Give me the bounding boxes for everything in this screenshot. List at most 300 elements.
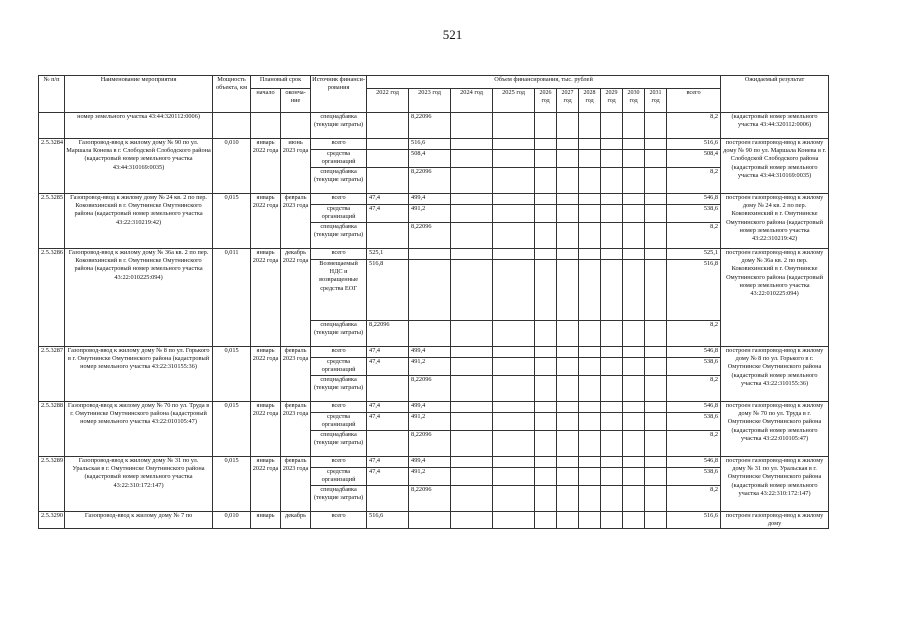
value-2023: 8,22096	[409, 376, 451, 402]
funding-source: всего	[311, 194, 367, 205]
item-start: январь 2022 года	[251, 457, 281, 512]
value-2023: 491,2	[409, 413, 451, 431]
value-empty	[557, 139, 579, 150]
value-empty	[557, 358, 579, 376]
value-empty	[451, 358, 493, 376]
item-start: январь 2022 года	[251, 139, 281, 194]
item-end	[281, 113, 311, 139]
item-start: январь	[251, 512, 281, 529]
value-empty	[535, 402, 557, 413]
header-volume: Объем финансирования, тыс. рублей	[367, 76, 721, 89]
value-total: 8,2	[667, 113, 721, 139]
value-2023: 8,22096	[409, 223, 451, 249]
value-empty	[535, 249, 557, 260]
value-empty	[493, 113, 535, 139]
value-2023: 499,4	[409, 347, 451, 358]
item-end: февраль 2023 года	[281, 402, 311, 457]
value-2022: 516,8	[367, 260, 409, 321]
value-empty	[601, 139, 623, 150]
funding-source: всего	[311, 457, 367, 468]
funding-source: спецнадбавка (текущие затраты)	[311, 223, 367, 249]
header-year: 2031 год	[645, 89, 667, 113]
value-empty	[451, 205, 493, 223]
funding-source: всего	[311, 139, 367, 150]
value-2023: 8,22096	[409, 486, 451, 512]
table-row	[39, 249, 829, 260]
value-2022: 516,6	[367, 512, 409, 529]
value-empty	[451, 376, 493, 402]
value-empty	[493, 205, 535, 223]
value-empty	[623, 223, 645, 249]
value-empty	[579, 205, 601, 223]
funding-source: всего	[311, 347, 367, 358]
value-empty	[579, 402, 601, 413]
value-empty	[601, 249, 623, 260]
value-empty	[493, 168, 535, 194]
value-2023: 491,2	[409, 205, 451, 223]
item-name: Газопровод-ввод к жилому дому № 31 по ул. Уральская в г. Омутнинске Омутнинского района (кадастровый номер земельного участка 43:22:310:172:147)	[65, 457, 213, 512]
value-empty	[601, 223, 623, 249]
value-total: 546,8	[667, 402, 721, 413]
funding-source: спецнадбавка (текущие затраты)	[311, 376, 367, 402]
value-empty	[601, 376, 623, 402]
value-empty	[535, 413, 557, 431]
value-empty	[579, 260, 601, 321]
value-empty	[535, 457, 557, 468]
value-2023: 499,4	[409, 402, 451, 413]
value-empty	[623, 260, 645, 321]
table-header	[39, 76, 829, 113]
value-empty	[493, 358, 535, 376]
header-year: 2025 год	[493, 89, 535, 113]
value-2023: 8,22096	[409, 113, 451, 139]
value-empty	[493, 223, 535, 249]
value-empty	[493, 512, 535, 529]
table-body	[39, 113, 829, 529]
value-empty	[451, 413, 493, 431]
value-total: 525,1	[667, 249, 721, 260]
value-empty	[535, 431, 557, 457]
value-empty	[493, 139, 535, 150]
funding-source: спецнадбавка (текущие затраты)	[311, 486, 367, 512]
expected-result: построен газопровод-ввод к жилому дому № 36а кв. 2 по пер. Коковихинский в г. Омутнинске Омутнинского района (кадастровый номер земельного участка 43:22:010225:094)	[721, 249, 829, 347]
value-empty	[601, 113, 623, 139]
value-empty	[645, 347, 667, 358]
value-empty	[451, 347, 493, 358]
item-name: Газопровод-ввод к жилому дому № 36а кв. 2 по пер. Коковихинский в г. Омутнинске Омутнинского района (кадастровый номер земельного участка 43:22:010225:094)	[65, 249, 213, 347]
header-term: Плановый срок	[251, 76, 311, 89]
value-empty	[493, 402, 535, 413]
item-end: июнь 2023 года	[281, 139, 311, 194]
item-start: январь 2022 года	[251, 402, 281, 457]
item-end: февраль 2023 года	[281, 347, 311, 402]
value-empty	[645, 413, 667, 431]
header-year: 2022 год	[367, 89, 409, 113]
value-empty	[535, 358, 557, 376]
expected-result: построен газопровод-ввод к жилому дому № 8 по ул. Горького в г. Омутнинске Омутнинского района (кадастровый номер земельного участка 43:22:310155:36)	[721, 347, 829, 402]
item-number: 2.5.3285	[39, 194, 65, 249]
value-empty	[535, 150, 557, 168]
value-empty	[645, 321, 667, 347]
expected-result: (кадастровый номер земельного участка 43:44:320112:0006)	[721, 113, 829, 139]
value-empty	[557, 150, 579, 168]
value-empty	[601, 347, 623, 358]
item-start: январь 2022 года	[251, 347, 281, 402]
value-empty	[493, 431, 535, 457]
value-2022: 47,4	[367, 194, 409, 205]
item-number: 2.5.3286	[39, 249, 65, 347]
header-year: 2024 год	[451, 89, 493, 113]
value-2022: 47,4	[367, 347, 409, 358]
value-empty	[535, 347, 557, 358]
value-total: 8,2	[667, 431, 721, 457]
value-empty	[645, 205, 667, 223]
value-empty	[451, 113, 493, 139]
value-2023	[409, 512, 451, 529]
value-empty	[579, 486, 601, 512]
value-empty	[557, 457, 579, 468]
value-empty	[601, 358, 623, 376]
value-empty	[623, 194, 645, 205]
value-empty	[493, 376, 535, 402]
value-empty	[535, 260, 557, 321]
value-empty	[557, 402, 579, 413]
value-empty	[493, 486, 535, 512]
item-end: декабрь	[281, 512, 311, 529]
funding-source: спецнадбавка (текущие затраты)	[311, 168, 367, 194]
value-empty	[557, 113, 579, 139]
value-empty	[493, 457, 535, 468]
value-2023	[409, 260, 451, 321]
value-2022: 47,4	[367, 468, 409, 486]
value-empty	[493, 413, 535, 431]
value-total: 546,8	[667, 194, 721, 205]
value-empty	[623, 113, 645, 139]
header-year: 2029 год	[601, 89, 623, 113]
item-name: номер земельного участка 43:44:320112:0006)	[65, 113, 213, 139]
value-empty	[451, 431, 493, 457]
value-empty	[601, 168, 623, 194]
value-empty	[645, 431, 667, 457]
header-year: 2023 год	[409, 89, 451, 113]
value-empty	[645, 139, 667, 150]
item-capacity: 0,011	[213, 249, 251, 347]
value-total: 8,2	[667, 223, 721, 249]
item-name: Газопровод-ввод к жилому дому № 90 по ул. Маршала Конева в г. Слободской Слободского района (кадастровый номер земельного участка 43:44:310169:0035)	[65, 139, 213, 194]
value-2022	[367, 223, 409, 249]
value-empty	[493, 260, 535, 321]
value-2022	[367, 168, 409, 194]
value-empty	[557, 194, 579, 205]
item-capacity: 0,015	[213, 402, 251, 457]
value-empty	[623, 150, 645, 168]
value-empty	[623, 376, 645, 402]
value-empty	[645, 468, 667, 486]
funding-source: всего	[311, 512, 367, 529]
value-empty	[623, 486, 645, 512]
value-empty	[557, 413, 579, 431]
value-empty	[579, 249, 601, 260]
value-empty	[579, 376, 601, 402]
value-empty	[535, 139, 557, 150]
value-empty	[557, 168, 579, 194]
funding-source: средства организаций	[311, 358, 367, 376]
value-empty	[557, 260, 579, 321]
value-total: 538,6	[667, 413, 721, 431]
header-capacity: Мощность объекта, км	[213, 76, 251, 113]
value-empty	[645, 223, 667, 249]
funding-source: средства организаций	[311, 150, 367, 168]
item-capacity: 0,015	[213, 194, 251, 249]
value-empty	[493, 321, 535, 347]
value-empty	[579, 413, 601, 431]
value-empty	[579, 194, 601, 205]
value-empty	[493, 468, 535, 486]
value-2022: 47,4	[367, 402, 409, 413]
value-total: 546,8	[667, 347, 721, 358]
expected-result: построен газопровод-ввод к жилому дому № 31 по ул. Уральская в г. Омутнинске Омутнинского района (кадастровый номер земельного участка 43:22:310:172:147)	[721, 457, 829, 512]
value-empty	[493, 347, 535, 358]
value-total: 516,6	[667, 512, 721, 529]
value-empty	[451, 468, 493, 486]
value-2022	[367, 113, 409, 139]
value-total: 8,2	[667, 486, 721, 512]
value-empty	[623, 413, 645, 431]
value-empty	[557, 376, 579, 402]
value-empty	[557, 486, 579, 512]
value-empty	[623, 249, 645, 260]
header-year: 2027 год	[557, 89, 579, 113]
item-capacity	[213, 113, 251, 139]
value-empty	[557, 205, 579, 223]
item-name: Газопровод-ввод к жилому дому № 70 по ул. Труда в г. Омутнинске Омутнинского района (кадастровый номер земельного участка 43:22:010105:47)	[65, 402, 213, 457]
value-2022: 8,22096	[367, 321, 409, 347]
value-total: 508,4	[667, 150, 721, 168]
value-2022	[367, 486, 409, 512]
value-total: 8,2	[667, 321, 721, 347]
value-empty	[493, 249, 535, 260]
value-empty	[645, 150, 667, 168]
header-source: Источник финанси-рования	[311, 76, 367, 113]
item-name: Газопровод-ввод к жилому дому № 8 по ул. Горького в г. Омутнинске Омутнинского района (кадастровый номер земельного участка 43:22:310155:36)	[65, 347, 213, 402]
expected-result: построен газопровод-ввод к жилому дому	[721, 512, 829, 529]
item-end: декабрь 2022 года	[281, 249, 311, 347]
item-end: февраль 2023 года	[281, 457, 311, 512]
value-2022: 47,4	[367, 457, 409, 468]
item-number: 2.5.3288	[39, 402, 65, 457]
value-empty	[535, 512, 557, 529]
value-empty	[645, 168, 667, 194]
item-capacity: 0,010	[213, 512, 251, 529]
value-total: 538,6	[667, 468, 721, 486]
item-number: 2.5.3289	[39, 457, 65, 512]
value-empty	[601, 486, 623, 512]
value-empty	[601, 468, 623, 486]
value-empty	[535, 168, 557, 194]
value-empty	[601, 150, 623, 168]
page-number: 521	[442, 27, 463, 42]
value-2022: 47,4	[367, 205, 409, 223]
value-empty	[601, 321, 623, 347]
funding-source: средства организаций	[311, 205, 367, 223]
table-row	[39, 139, 829, 150]
value-empty	[579, 468, 601, 486]
table-row	[39, 347, 829, 358]
item-number	[39, 113, 65, 139]
value-empty	[623, 347, 645, 358]
value-empty	[645, 260, 667, 321]
expected-result: построен газопровод-ввод к жилому дому № 70 по ул. Труда в г. Омутнинске Омутнинского района (кадастровый номер земельного участка 43:22:010105:47)	[721, 402, 829, 457]
header-result: Ожидаемый результат	[721, 76, 829, 113]
value-empty	[623, 431, 645, 457]
value-2022: 47,4	[367, 413, 409, 431]
value-empty	[535, 376, 557, 402]
table-row	[39, 113, 829, 139]
value-total: 8,2	[667, 168, 721, 194]
value-empty	[645, 194, 667, 205]
value-empty	[451, 486, 493, 512]
value-empty	[645, 402, 667, 413]
value-empty	[579, 168, 601, 194]
header-year: 2026 год	[535, 89, 557, 113]
value-empty	[645, 457, 667, 468]
table-row	[39, 457, 829, 468]
value-2023	[409, 249, 451, 260]
expected-result: построен газопровод-ввод к жилому дому № 24 кв. 2 по пер. Коковихинский в г. Омутнинске Омутнинского района (кадастровый номер земельного участка 43:22:310219:42)	[721, 194, 829, 249]
value-empty	[579, 150, 601, 168]
item-end: февраль 2023 года	[281, 194, 311, 249]
value-empty	[601, 413, 623, 431]
value-empty	[451, 260, 493, 321]
value-2023: 499,4	[409, 457, 451, 468]
value-total: 538,6	[667, 205, 721, 223]
table-row	[39, 512, 829, 529]
header-term-end: оконча-ние	[281, 89, 311, 113]
value-2022	[367, 376, 409, 402]
value-empty	[535, 113, 557, 139]
value-empty	[579, 457, 601, 468]
value-2023: 8,22096	[409, 431, 451, 457]
value-2023: 491,2	[409, 358, 451, 376]
value-empty	[557, 347, 579, 358]
item-capacity: 0,010	[213, 139, 251, 194]
value-2023: 508,4	[409, 150, 451, 168]
value-empty	[623, 321, 645, 347]
value-empty	[493, 194, 535, 205]
item-start: январь 2022 года	[251, 249, 281, 347]
item-capacity: 0,015	[213, 347, 251, 402]
value-empty	[557, 468, 579, 486]
funding-source: спецнадбавка (текущие затраты)	[311, 113, 367, 139]
value-2022	[367, 431, 409, 457]
value-empty	[451, 139, 493, 150]
value-empty	[451, 512, 493, 529]
value-empty	[623, 139, 645, 150]
funding-source: всего	[311, 249, 367, 260]
financing-table	[38, 75, 829, 529]
value-empty	[579, 358, 601, 376]
value-empty	[601, 194, 623, 205]
value-empty	[645, 486, 667, 512]
header-row	[39, 76, 829, 89]
value-empty	[645, 113, 667, 139]
funding-source: спецнадбавка (текущие затраты)	[311, 431, 367, 457]
value-empty	[451, 150, 493, 168]
item-name: Газопровод-ввод к жилому дому № 24 кв. 2 по пер. Коковихинский в г. Омутнинске Омутнинского района (кадастровый номер земельного участка 43:22:310219:42)	[65, 194, 213, 249]
value-empty	[535, 223, 557, 249]
value-empty	[601, 205, 623, 223]
value-empty	[535, 194, 557, 205]
value-2023: 491,2	[409, 468, 451, 486]
value-empty	[601, 457, 623, 468]
value-empty	[579, 431, 601, 457]
value-total: 538,6	[667, 358, 721, 376]
value-2023: 499,4	[409, 194, 451, 205]
header-num: № п/п	[39, 76, 65, 113]
value-empty	[535, 486, 557, 512]
value-empty	[601, 512, 623, 529]
expected-result: построен газопровод-ввод к жилому дому № 90 по ул. Маршала Конева в г. Слободской Слободского района (кадастровый номер земельного участка 43:44:310169:0035)	[721, 139, 829, 194]
value-2022	[367, 139, 409, 150]
value-2023	[409, 321, 451, 347]
value-empty	[557, 223, 579, 249]
item-name: Газопровод-ввод к жилому дому № 7 по	[65, 512, 213, 529]
item-start	[251, 113, 281, 139]
value-empty	[579, 512, 601, 529]
value-total: 516,6	[667, 139, 721, 150]
item-number: 2.5.3287	[39, 347, 65, 402]
value-empty	[645, 249, 667, 260]
value-empty	[535, 321, 557, 347]
value-empty	[623, 402, 645, 413]
value-empty	[579, 139, 601, 150]
value-empty	[601, 431, 623, 457]
table-row	[39, 402, 829, 413]
value-total: 516,8	[667, 260, 721, 321]
value-empty	[623, 205, 645, 223]
value-empty	[579, 321, 601, 347]
header-year: 2028 год	[579, 89, 601, 113]
value-empty	[557, 321, 579, 347]
value-empty	[645, 512, 667, 529]
value-empty	[645, 376, 667, 402]
value-empty	[535, 468, 557, 486]
item-start: январь 2022 года	[251, 194, 281, 249]
value-total: 8,2	[667, 376, 721, 402]
value-empty	[623, 358, 645, 376]
value-empty	[451, 194, 493, 205]
value-empty	[451, 321, 493, 347]
value-empty	[493, 150, 535, 168]
funding-source: средства организаций	[311, 468, 367, 486]
value-empty	[579, 347, 601, 358]
header-year: 2030 год	[623, 89, 645, 113]
value-empty	[601, 402, 623, 413]
value-empty	[645, 358, 667, 376]
value-2023: 8,22096	[409, 168, 451, 194]
value-2022	[367, 150, 409, 168]
value-empty	[579, 223, 601, 249]
item-number: 2.5.3290	[39, 512, 65, 529]
value-empty	[557, 431, 579, 457]
value-empty	[451, 168, 493, 194]
funding-source: средства организаций	[311, 413, 367, 431]
value-empty	[623, 457, 645, 468]
funding-source: спецнадбавка (текущие затраты)	[311, 321, 367, 347]
value-empty	[451, 457, 493, 468]
value-empty	[623, 512, 645, 529]
item-capacity: 0,015	[213, 457, 251, 512]
